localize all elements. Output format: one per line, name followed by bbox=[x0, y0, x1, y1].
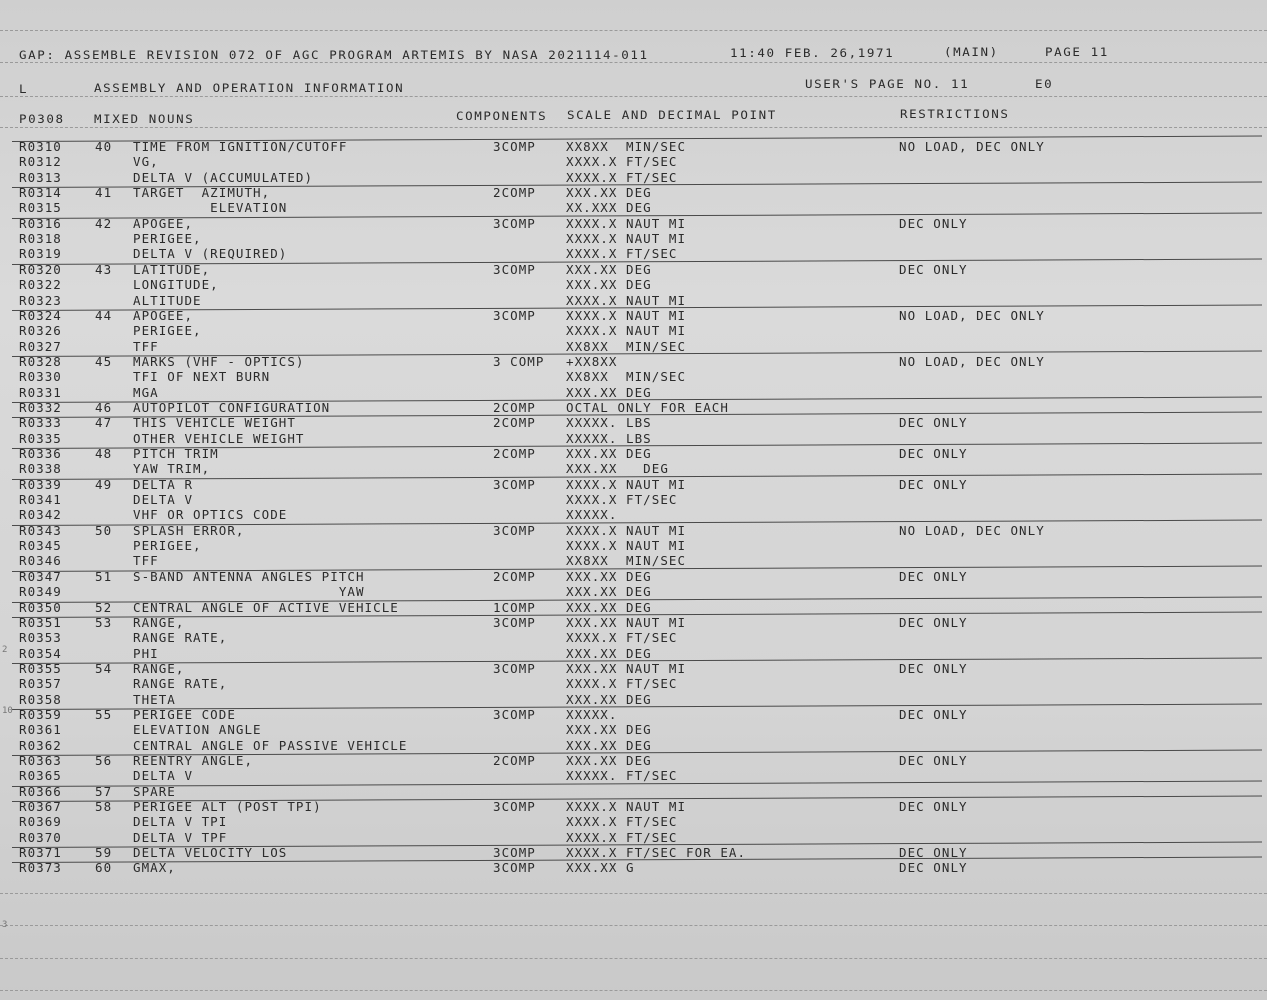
cell-noun-name: ELEVATION bbox=[133, 200, 288, 216]
cell-components: 2COMP bbox=[493, 415, 536, 431]
cell-restrictions: NO LOAD, DEC ONLY bbox=[899, 307, 1045, 323]
table-row bbox=[0, 538, 1267, 553]
cell-scale: XXX.XX G bbox=[566, 860, 635, 876]
table-row bbox=[0, 216, 1267, 231]
cell-noun-number: 51 bbox=[95, 568, 113, 584]
cell-scale: XXX.XX DEG bbox=[566, 737, 652, 753]
cell-noun-name: REENTRY ANGLE, bbox=[133, 753, 254, 768]
cell-scale: XXX.XX DEG bbox=[566, 599, 652, 615]
col-header-restrictions: RESTRICTIONS bbox=[900, 106, 1010, 121]
cell-components: 3COMP bbox=[493, 799, 536, 815]
form-rule bbox=[0, 958, 1267, 959]
cell-restrictions: DEC ONLY bbox=[899, 860, 968, 876]
header-main: (MAIN) bbox=[944, 44, 999, 59]
cell-scale: XXXX.X FT/SEC FOR EA. bbox=[566, 845, 747, 861]
table-row bbox=[0, 630, 1267, 645]
form-rule bbox=[0, 30, 1267, 31]
table-row bbox=[0, 323, 1267, 338]
cell-restrictions: DEC ONLY bbox=[899, 614, 968, 630]
cell-noun-number: 40 bbox=[95, 139, 113, 154]
cell-location: R0357 bbox=[19, 676, 62, 692]
cell-location: R0347 bbox=[19, 568, 62, 584]
cell-location: R0343 bbox=[19, 522, 62, 538]
cell-noun-name: CENTRAL ANGLE OF PASSIVE VEHICLE bbox=[133, 737, 408, 753]
cell-scale: XX8XX MIN/SEC bbox=[566, 139, 687, 154]
cell-noun-number: 57 bbox=[95, 783, 113, 799]
table-row bbox=[0, 799, 1267, 814]
cell-components: 3COMP bbox=[493, 522, 536, 538]
cell-location: R0318 bbox=[19, 231, 62, 247]
table-row bbox=[0, 722, 1267, 737]
cell-noun-number: 43 bbox=[95, 261, 113, 277]
cell-components: 3COMP bbox=[493, 139, 536, 154]
cell-noun-name: RANGE, bbox=[133, 614, 185, 630]
cell-components: 2COMP bbox=[493, 753, 536, 768]
cell-location: R0365 bbox=[19, 768, 62, 784]
cell-noun-name: PERIGEE ALT (POST TPI) bbox=[133, 799, 322, 815]
cell-noun-number: 48 bbox=[95, 446, 113, 461]
cell-location: R0316 bbox=[19, 215, 62, 231]
cell-noun-number: 55 bbox=[95, 706, 113, 722]
cell-restrictions: NO LOAD, DEC ONLY bbox=[899, 522, 1045, 538]
table-row bbox=[0, 676, 1267, 691]
cell-scale: XX8XX MIN/SEC bbox=[566, 553, 687, 569]
cell-noun-name: LONGITUDE, bbox=[133, 277, 219, 293]
cell-location: R0313 bbox=[19, 169, 62, 185]
cell-location: R0332 bbox=[19, 399, 62, 415]
table-row bbox=[0, 615, 1267, 630]
cell-location: R0335 bbox=[19, 430, 62, 446]
cell-components: 3COMP bbox=[493, 660, 536, 676]
cell-location: R0333 bbox=[19, 415, 62, 431]
cell-scale: XXX.XX DEG bbox=[566, 277, 652, 293]
cell-noun-name: PITCH TRIM bbox=[133, 446, 219, 461]
cell-location: R0351 bbox=[19, 614, 62, 630]
cell-noun-name: APOGEE, bbox=[133, 215, 194, 231]
cell-scale: XXXX.X NAUT MI bbox=[566, 323, 687, 339]
cell-location: R0327 bbox=[19, 338, 62, 354]
cell-noun-name: YAW bbox=[133, 584, 365, 600]
cell-location: R0366 bbox=[19, 783, 62, 799]
cell-noun-name: MGA bbox=[133, 384, 159, 400]
cell-scale: XXXX.X NAUT MI bbox=[566, 799, 687, 815]
cell-location: R0355 bbox=[19, 660, 62, 676]
cell-noun-name: AUTOPILOT CONFIGURATION bbox=[133, 399, 331, 415]
cell-noun-name: CENTRAL ANGLE OF ACTIVE VEHICLE bbox=[133, 599, 399, 615]
cell-location: R0314 bbox=[19, 185, 62, 201]
cell-noun-name: PERIGEE, bbox=[133, 538, 202, 554]
cell-restrictions: DEC ONLY bbox=[899, 799, 968, 815]
section-title: ASSEMBLY AND OPERATION INFORMATION bbox=[94, 80, 405, 95]
cell-noun-name: ALTITUDE bbox=[133, 292, 202, 308]
cell-restrictions: DEC ONLY bbox=[899, 660, 968, 676]
cell-location: R0322 bbox=[19, 277, 62, 293]
cell-scale: +XX8XX bbox=[566, 353, 618, 369]
cell-noun-name: APOGEE, bbox=[133, 307, 194, 323]
cell-noun-number: 60 bbox=[95, 860, 113, 876]
cell-restrictions: DEC ONLY bbox=[899, 446, 968, 461]
cell-location: R0363 bbox=[19, 753, 62, 768]
cell-noun-name: LATITUDE, bbox=[133, 261, 211, 277]
table-row bbox=[0, 814, 1267, 829]
form-rule bbox=[0, 62, 1267, 63]
cell-noun-number: 59 bbox=[95, 845, 113, 861]
cell-noun-name: PERIGEE, bbox=[133, 231, 202, 247]
cell-noun-name: SPLASH ERROR, bbox=[133, 522, 245, 538]
cell-noun-number: 44 bbox=[95, 307, 113, 323]
cell-scale: XXX.XX NAUT MI bbox=[566, 660, 687, 676]
header-timestamp: 11:40 FEB. 26,1971 bbox=[730, 45, 895, 60]
col-header-nouns: MIXED NOUNS bbox=[94, 111, 195, 126]
table-row bbox=[0, 446, 1267, 461]
cell-noun-name: MARKS (VHF - OPTICS) bbox=[133, 353, 305, 369]
cell-location: R0324 bbox=[19, 307, 62, 323]
cell-noun-name: OTHER VEHICLE WEIGHT bbox=[133, 430, 305, 446]
cell-noun-name: THETA bbox=[133, 691, 176, 707]
cell-noun-name: TFI OF NEXT BURN bbox=[133, 369, 271, 385]
cell-scale: XXXX.X FT/SEC bbox=[566, 169, 678, 185]
cell-location: R0350 bbox=[19, 599, 62, 615]
cell-location: R0330 bbox=[19, 369, 62, 385]
cell-noun-name: DELTA V (REQUIRED) bbox=[133, 246, 288, 262]
cell-location: R0349 bbox=[19, 584, 62, 600]
cell-scale: XXXXX. LBS bbox=[566, 430, 652, 446]
cell-scale: XXX.XX DEG bbox=[566, 568, 652, 584]
cell-scale: XXX.XX DEG bbox=[566, 446, 652, 461]
cell-noun-name: DELTA V TPI bbox=[133, 814, 228, 830]
cell-components: 2COMP bbox=[493, 568, 536, 584]
cell-scale: XXXX.X FT/SEC bbox=[566, 246, 678, 262]
cell-location: R0315 bbox=[19, 200, 62, 216]
cell-noun-number: 42 bbox=[95, 215, 113, 231]
cell-components: 3COMP bbox=[493, 261, 536, 277]
cell-noun-name: DELTA V TPF bbox=[133, 829, 228, 845]
cell-location: R0312 bbox=[19, 154, 62, 170]
cell-noun-name: PERIGEE, bbox=[133, 323, 202, 339]
section-eo: E0 bbox=[1035, 76, 1054, 91]
form-rule bbox=[0, 893, 1267, 894]
cell-scale: XXXX.X NAUT MI bbox=[566, 538, 687, 554]
cell-noun-name: TARGET AZIMUTH, bbox=[133, 185, 271, 201]
cell-scale: XX.XXX DEG bbox=[566, 200, 652, 216]
cell-location: R0371 bbox=[19, 845, 62, 861]
cell-noun-name: RANGE, bbox=[133, 660, 185, 676]
cell-location: R0346 bbox=[19, 553, 62, 569]
cell-components: 3COMP bbox=[493, 860, 536, 876]
cell-scale: XXXXX. bbox=[566, 507, 618, 523]
cell-noun-name: DELTA R bbox=[133, 476, 194, 492]
table-row bbox=[0, 569, 1267, 584]
cell-noun-name: RANGE RATE, bbox=[133, 676, 228, 692]
cell-scale: XXXXX. bbox=[566, 706, 618, 722]
cell-location: R0373 bbox=[19, 860, 62, 876]
users-page-number: USER'S PAGE NO. 11 bbox=[805, 76, 970, 91]
margin-mark: 2 bbox=[2, 645, 8, 655]
cell-noun-name: TIME FROM IGNITION/CUTOFF bbox=[133, 139, 348, 154]
cell-scale: XXXX.X FT/SEC bbox=[566, 630, 678, 646]
table-row bbox=[0, 231, 1267, 246]
cell-scale: XXXX.X NAUT MI bbox=[566, 215, 687, 231]
table-row bbox=[0, 753, 1267, 768]
cell-scale: XXXX.X NAUT MI bbox=[566, 231, 687, 247]
col-header-scale: SCALE AND DECIMAL POINT bbox=[567, 107, 777, 122]
cell-components: 3COMP bbox=[493, 307, 536, 323]
cell-scale: XXX.XX DEG bbox=[566, 691, 652, 707]
cell-noun-name: S-BAND ANTENNA ANGLES PITCH bbox=[133, 568, 365, 584]
cell-location: R0341 bbox=[19, 492, 62, 508]
cell-noun-name: PHI bbox=[133, 645, 159, 661]
cell-location: R0310 bbox=[19, 139, 62, 154]
cell-restrictions: DEC ONLY bbox=[899, 261, 968, 277]
cell-restrictions: NO LOAD, DEC ONLY bbox=[899, 139, 1045, 154]
cell-restrictions: DEC ONLY bbox=[899, 845, 968, 861]
cell-noun-name: YAW TRIM, bbox=[133, 461, 211, 477]
cell-components: 3 COMP bbox=[493, 353, 545, 369]
cell-restrictions: DEC ONLY bbox=[899, 476, 968, 492]
cell-scale: XXXX.X FT/SEC bbox=[566, 676, 678, 692]
table-row bbox=[0, 277, 1267, 292]
cell-components: 2COMP bbox=[493, 446, 536, 461]
cell-noun-name: THIS VEHICLE WEIGHT bbox=[133, 415, 296, 431]
table-row bbox=[0, 523, 1267, 538]
cell-location: R0354 bbox=[19, 645, 62, 661]
table-row bbox=[0, 154, 1267, 169]
header-title: GAP: ASSEMBLE REVISION 072 OF AGC PROGRAM ARTEMIS BY NASA 2021114-011 bbox=[19, 47, 649, 62]
cell-location: R0358 bbox=[19, 691, 62, 707]
table-row bbox=[0, 415, 1267, 430]
cell-scale: XX8XX MIN/SEC bbox=[566, 338, 687, 354]
cell-scale: XXX.XX DEG bbox=[566, 384, 652, 400]
table-row bbox=[0, 661, 1267, 676]
cell-components: 1COMP bbox=[493, 599, 536, 615]
cell-noun-number: 41 bbox=[95, 185, 113, 201]
cell-location: R0345 bbox=[19, 538, 62, 554]
cell-restrictions: DEC ONLY bbox=[899, 706, 968, 722]
margin-mark: 3 bbox=[2, 920, 8, 930]
cell-scale: XXXX.X FT/SEC bbox=[566, 492, 678, 508]
cell-noun-number: 46 bbox=[95, 399, 113, 415]
cell-components: 2COMP bbox=[493, 399, 536, 415]
section-marker: L bbox=[19, 81, 29, 96]
cell-noun-number: 53 bbox=[95, 614, 113, 630]
cell-scale: XXXX.X FT/SEC bbox=[566, 814, 678, 830]
cell-scale: XX8XX MIN/SEC bbox=[566, 369, 687, 385]
cell-noun-number: 54 bbox=[95, 660, 113, 676]
table-row bbox=[0, 860, 1267, 875]
cell-restrictions: DEC ONLY bbox=[899, 215, 968, 231]
cell-scale: XXXX.X NAUT MI bbox=[566, 292, 687, 308]
cell-noun-name: DELTA V (ACCUMULATED) bbox=[133, 169, 314, 185]
cell-scale: XXX.XX NAUT MI bbox=[566, 614, 687, 630]
cell-components: 3COMP bbox=[493, 614, 536, 630]
cell-noun-name: SPARE bbox=[133, 783, 176, 799]
cell-noun-name: RANGE RATE, bbox=[133, 630, 228, 646]
cell-scale: XXXX.X NAUT MI bbox=[566, 522, 687, 538]
cell-restrictions: DEC ONLY bbox=[899, 415, 968, 431]
cell-noun-number: 52 bbox=[95, 599, 113, 615]
cell-scale: XXX.XX DEG bbox=[566, 753, 652, 768]
cell-location: R0338 bbox=[19, 461, 62, 477]
table-row bbox=[0, 492, 1267, 507]
cell-location: R0359 bbox=[19, 706, 62, 722]
cell-noun-number: 49 bbox=[95, 476, 113, 492]
cell-restrictions: NO LOAD, DEC ONLY bbox=[899, 353, 1045, 369]
table-row bbox=[0, 185, 1267, 200]
table-row bbox=[0, 369, 1267, 384]
cell-scale: XXXXX. FT/SEC bbox=[566, 768, 678, 784]
cell-noun-number: 58 bbox=[95, 799, 113, 815]
cell-noun-name: DELTA VELOCITY LOS bbox=[133, 845, 288, 861]
cell-noun-number: 47 bbox=[95, 415, 113, 431]
cell-location: R0339 bbox=[19, 476, 62, 492]
cell-scale: XXX.XX DEG bbox=[566, 461, 669, 477]
cell-location: R0328 bbox=[19, 353, 62, 369]
cell-noun-name: VHF OR OPTICS CODE bbox=[133, 507, 288, 523]
cell-scale: XXX.XX DEG bbox=[566, 722, 652, 738]
cell-location: R0320 bbox=[19, 261, 62, 277]
cell-components: 3COMP bbox=[493, 215, 536, 231]
table-row bbox=[0, 354, 1267, 369]
cell-scale: XXXX.X NAUT MI bbox=[566, 307, 687, 323]
cell-noun-name: TFF bbox=[133, 338, 159, 354]
cell-noun-name: TFF bbox=[133, 553, 159, 569]
cell-scale: XXXXX. LBS bbox=[566, 415, 652, 431]
cell-scale: XXX.XX DEG bbox=[566, 185, 652, 201]
cell-location: R0319 bbox=[19, 246, 62, 262]
cell-noun-name: DELTA V bbox=[133, 768, 194, 784]
cell-noun-name: DELTA V bbox=[133, 492, 194, 508]
cell-noun-number: 56 bbox=[95, 753, 113, 768]
cell-restrictions: DEC ONLY bbox=[899, 568, 968, 584]
cell-location: R0362 bbox=[19, 737, 62, 753]
cell-location: R0331 bbox=[19, 384, 62, 400]
cell-noun-name: VG, bbox=[133, 154, 159, 170]
cell-scale: XXXX.X FT/SEC bbox=[566, 829, 678, 845]
table-row bbox=[0, 262, 1267, 277]
cell-location: R0369 bbox=[19, 814, 62, 830]
margin-mark: 10 bbox=[2, 706, 13, 716]
cell-location: R0323 bbox=[19, 292, 62, 308]
cell-scale: XXX.XX DEG bbox=[566, 261, 652, 277]
cell-noun-name: PERIGEE CODE bbox=[133, 706, 236, 722]
table-row bbox=[0, 477, 1267, 492]
cell-scale: OCTAL ONLY FOR EACH bbox=[566, 399, 729, 415]
form-rule bbox=[0, 925, 1267, 926]
cell-scale: XXXX.X FT/SEC bbox=[566, 154, 678, 170]
cell-scale: XXXX.X NAUT MI bbox=[566, 476, 687, 492]
cell-scale: XXX.XX DEG bbox=[566, 645, 652, 661]
col-header-loc: P0308 bbox=[19, 111, 65, 126]
form-rule bbox=[0, 990, 1267, 991]
cell-noun-number: 50 bbox=[95, 522, 113, 538]
cell-noun-name: GMAX, bbox=[133, 860, 176, 876]
cell-location: R0353 bbox=[19, 630, 62, 646]
cell-location: R0336 bbox=[19, 446, 62, 461]
cell-restrictions: DEC ONLY bbox=[899, 753, 968, 768]
cell-location: R0361 bbox=[19, 722, 62, 738]
cell-components: 3COMP bbox=[493, 845, 536, 861]
cell-location: R0370 bbox=[19, 829, 62, 845]
cell-scale: XXX.XX DEG bbox=[566, 584, 652, 600]
cell-noun-number: 45 bbox=[95, 353, 113, 369]
header-page: PAGE 11 bbox=[1045, 44, 1109, 59]
table-row bbox=[0, 139, 1267, 154]
table-row bbox=[0, 308, 1267, 323]
cell-location: R0326 bbox=[19, 323, 62, 339]
cell-components: 2COMP bbox=[493, 185, 536, 201]
cell-components: 3COMP bbox=[493, 706, 536, 722]
form-rule bbox=[0, 127, 1267, 128]
cell-location: R0367 bbox=[19, 799, 62, 815]
cell-location: R0342 bbox=[19, 507, 62, 523]
col-header-components: COMPONENTS bbox=[456, 108, 548, 123]
form-rule bbox=[0, 96, 1267, 97]
table-row bbox=[0, 707, 1267, 722]
cell-noun-name: ELEVATION ANGLE bbox=[133, 722, 262, 738]
cell-components: 3COMP bbox=[493, 476, 536, 492]
